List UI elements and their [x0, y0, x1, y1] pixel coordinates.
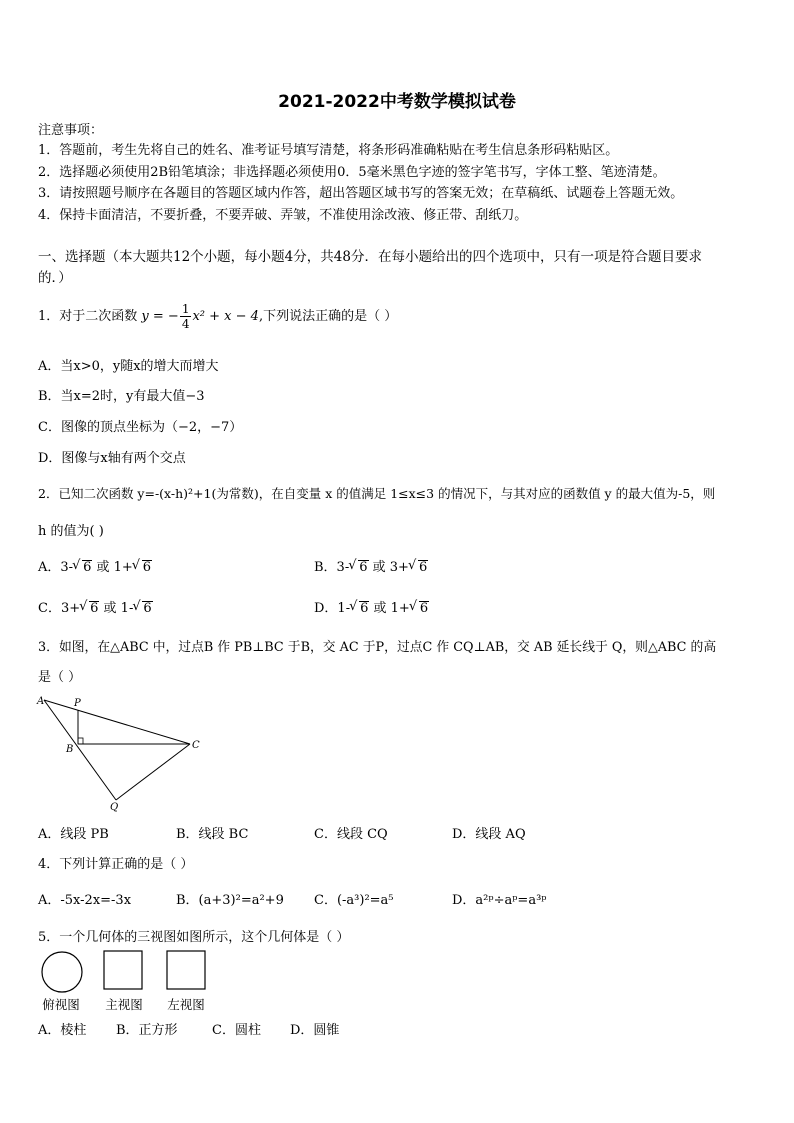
q2-a-mid: 或 1+ — [96, 560, 133, 575]
q2-option-c — [38, 597, 153, 616]
front-view-square — [103, 950, 145, 992]
question-5-stem: 5．一个几何体的三视图如图所示，这个几何体是（ ） — [38, 930, 350, 945]
q1-formula-rhs: x² + x − 4 — [192, 309, 259, 324]
notice-heading: 注意事项： — [38, 123, 104, 138]
q4-option-d: D．a²ᵖ÷aᵖ=a³ᵖ — [452, 893, 547, 908]
q2-d-mid: 或 1+ — [373, 601, 410, 616]
section-heading-line1: 一、选择题（本大题共12个小题，每小题4分，共48分．在每小题给出的四个选项中，只有一项是符合题目要求 — [38, 249, 702, 265]
q3-option-a: A．线段 PB — [38, 827, 109, 842]
q1-frac-den: 4 — [181, 317, 190, 331]
caption-side-view: 左视图 — [167, 997, 205, 1012]
segment-cq — [116, 744, 190, 800]
q5-option-a: A．棱柱 — [38, 1023, 87, 1038]
section-heading-line2: 的．） — [38, 270, 72, 286]
notice-item-4: 4．保持卡面清洁，不要折叠，不要弄破、弄皱，不准使用涂改液、修正带、刮纸刀。 — [38, 208, 528, 223]
notice-item-2: 2．选择题必须使用2B铅笔填涂；非选择题必须使用0．5毫米黑色字迹的签字笔书写，字体工整、笔迹清楚。 — [38, 165, 666, 180]
label-b: B — [66, 744, 74, 755]
q3-option-c: C．线段 CQ — [314, 827, 388, 842]
q1-option-d: D．图像与x轴有两个交点 — [38, 451, 186, 466]
q4-option-a: A．-5x-2x=-3x — [38, 893, 132, 908]
q2-a-sqrt2: √ 6 — [142, 560, 152, 574]
three-views-figure — [38, 950, 218, 1012]
label-p: P — [74, 698, 81, 709]
q2-option-b — [314, 556, 428, 575]
side-view-square — [166, 950, 208, 992]
q2-d-sqrt1: √ 6 — [359, 601, 369, 615]
q2-b-label: B．3- — [314, 560, 350, 575]
notice-item-1: 1．答题前，考生先将自己的姓名、准考证号填写清楚，将条形码准确粘贴在考生信息条形码粘贴区。 — [38, 143, 619, 158]
question-2-line1: 2．已知二次函数 y=-(x-h)²+1(为常数)，在自变量 x 的值满足 1≤x≤3 的情况下，与其对应的函数值 y 的最大值为-5，则 — [38, 486, 716, 501]
right-angle-mark — [78, 738, 83, 744]
q1-fraction — [180, 302, 192, 331]
q2-a-label: A．3- — [38, 560, 74, 575]
q2-c-label: C．3+ — [38, 601, 81, 616]
question-3-line1: 3．如图，在△ABC 中，过点B 作 PB⊥BC 于B，交 AC 于P，过点C 作 CQ⊥AB，交 AB 延长线于 Q，则△ABC 的高 — [38, 640, 717, 655]
segment-ac — [44, 700, 190, 744]
label-q: Q — [110, 802, 119, 812]
q1-formula-lhs: y = − — [141, 309, 179, 324]
q1-option-a: A．当x>0，y随x的增大而增大 — [38, 359, 219, 374]
label-c: C — [192, 740, 200, 751]
q4-option-b: B．(a+3)²=a²+9 — [176, 893, 284, 908]
segment-aq — [44, 700, 116, 800]
caption-front-view: 主视图 — [105, 997, 143, 1012]
q2-b-sqrt2: √ 6 — [418, 560, 428, 574]
q5-option-c: C．圆柱 — [212, 1023, 261, 1038]
q4-option-c: C．(-a³)²=a⁵ — [314, 893, 394, 908]
triangle-figure — [36, 692, 206, 812]
q2-c-mid: 或 1- — [103, 601, 134, 616]
q1-frac-num: 1 — [181, 302, 190, 316]
question-4-stem: 4．下列计算正确的是（ ） — [38, 857, 194, 872]
q2-b-sqrt1: √ 6 — [358, 560, 368, 574]
q2-a-sqrt1: √ 6 — [82, 560, 92, 574]
q1-option-c: C．图像的顶点坐标为（−2，−7） — [38, 420, 243, 435]
q2-b-mid: 或 3+ — [372, 560, 409, 575]
q2-c-sqrt1: √ 6 — [89, 601, 99, 615]
q2-option-a — [38, 556, 152, 575]
question-1-stem — [38, 302, 397, 331]
question-3-line2: 是（ ） — [38, 670, 82, 685]
q5-option-d: D．圆锥 — [290, 1023, 340, 1038]
question-2-line2: h 的值为( ) — [38, 524, 104, 539]
q1-prefix: 1．对于二次函数 — [38, 309, 138, 324]
q2-d-label: D．1- — [314, 601, 351, 616]
q3-option-b: B．线段 BC — [176, 827, 249, 842]
q1-option-b: B．当x=2时，y有最大值−3 — [38, 389, 205, 404]
q2-c-sqrt2: √ 6 — [142, 601, 152, 615]
top-view-circle — [40, 950, 86, 994]
q2-option-d — [314, 597, 429, 616]
label-a: A — [37, 696, 45, 707]
q5-option-b: B．正方形 — [116, 1023, 178, 1038]
q1-suffix: ,下列说法正确的是（ ） — [258, 309, 398, 324]
q2-d-sqrt2: √ 6 — [419, 601, 429, 615]
caption-top-view: 俯视图 — [42, 997, 80, 1012]
page-title: 2021-2022中考数学模拟试卷 — [278, 92, 516, 112]
notice-item-3: 3．请按照题号顺序在各题目的答题区域内作答，超出答题区域书写的答案无效；在草稿纸、试题卷上答题无效。 — [38, 186, 684, 201]
q3-option-d: D．线段 AQ — [452, 827, 526, 842]
